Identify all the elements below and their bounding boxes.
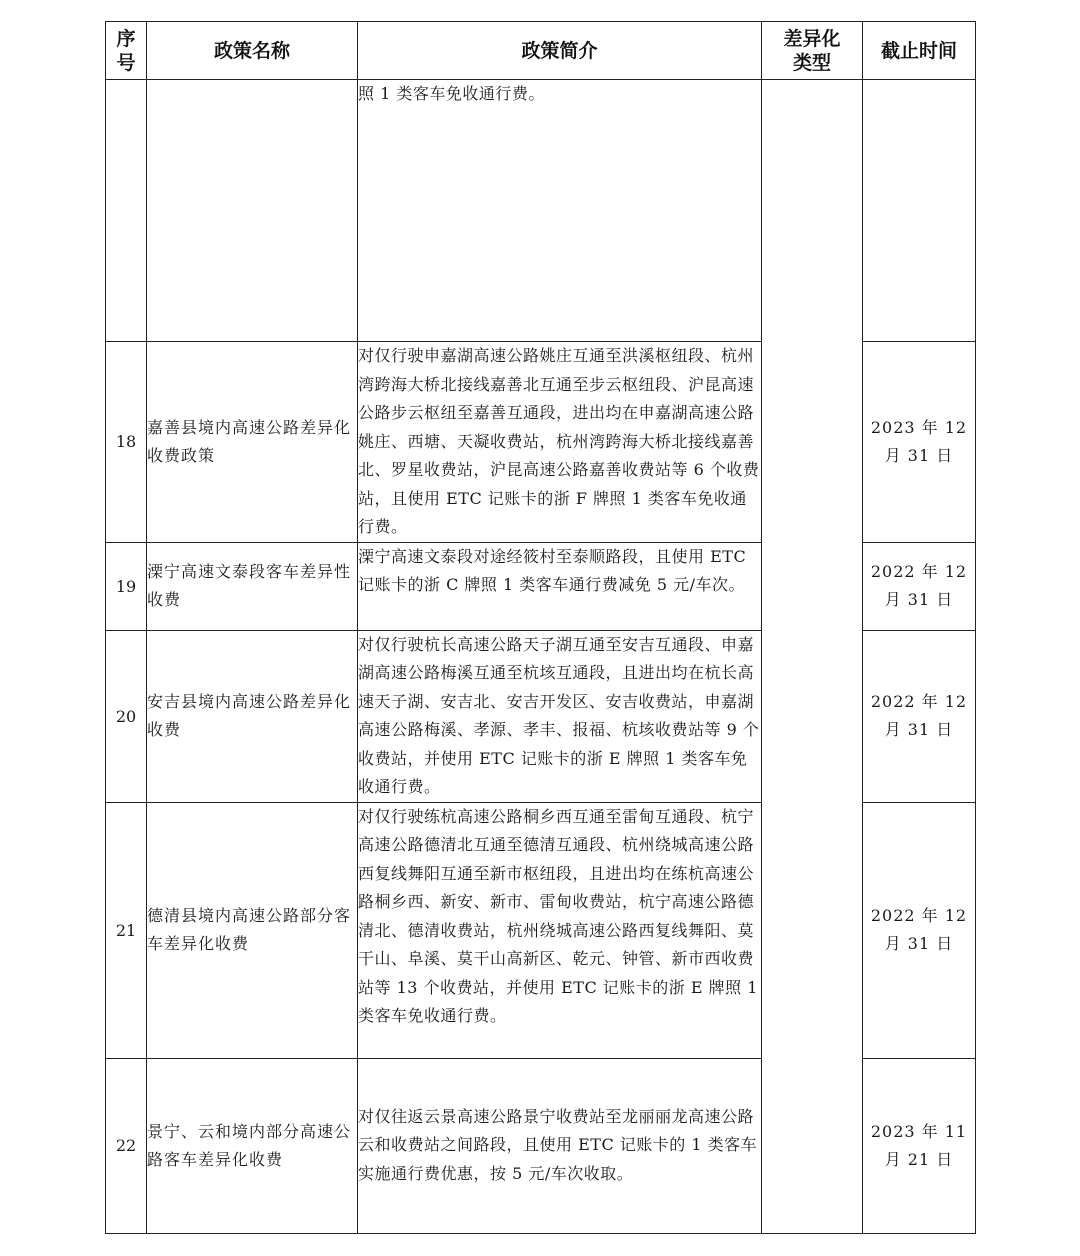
table-row <box>106 80 976 342</box>
row-deadline <box>863 342 976 543</box>
row-deadline <box>863 802 976 1058</box>
row-seq: 21 <box>106 802 147 1058</box>
row-policy-intro: 对仅行驶杭长高速公路天子湖互通至安吉互通段、申嘉湖高速公路梅溪互通至杭垓互通段，且进出均在杭长高速天子湖、安吉北、安吉开发区、安吉收费站，申嘉湖高速公路梅溪、孝源、孝丰、报福、杭垓收费站等 9 个收费站，并使用 ETC 记账卡的浙 E 牌照 1 类客车免收通行费。 <box>358 630 762 802</box>
row-deadline <box>863 80 976 342</box>
header-type: 差异化类型 <box>762 22 863 80</box>
deadline-line-1: 2022 年 12 <box>870 692 968 711</box>
row-seq: 18 <box>106 342 147 543</box>
deadline-line-2: 月 31 日 <box>884 720 954 739</box>
row-policy-name: 嘉善县境内高速公路差异化收费政策 <box>147 342 358 543</box>
deadline-line-2: 月 31 日 <box>884 445 954 465</box>
row-policy-intro: 对仅行驶练杭高速公路桐乡西互通至雷甸互通段、杭宁高速公路德清北互通至德清互通段、杭州绕城高速公路西复线舞阳互通至新市枢纽段，且进出均在练杭高速公路桐乡西、新安、新市、雷甸收费站，杭宁高速公路德清北、德清收费站，杭州绕城高速公路西复线舞阳、莫干山、阜溪、莫干山高新区、乾元、钟管、新市西收费站等 13 个收费站，并使用 ETC 记账卡的浙 E 牌照 1 类客车免收通行费。 <box>358 802 762 1058</box>
differentiation-type-cell <box>762 80 863 1234</box>
deadline-line-2: 月 31 日 <box>884 934 954 953</box>
row-policy-name: 溧宁高速文泰段客车差异性收费 <box>147 542 358 630</box>
row-seq: 19 <box>106 542 147 630</box>
row-policy-name: 德清县境内高速公路部分客车差异化收费 <box>147 802 358 1058</box>
row-policy-intro: 对仅行驶申嘉湖高速公路姚庄互通至洪溪枢纽段、杭州湾跨海大桥北接线嘉善北互通至步云枢纽段、沪昆高速公路步云枢纽至嘉善互通段，进出均在申嘉湖高速公路姚庄、西塘、天凝收费站，杭州湾跨海大桥北接线嘉善北、罗星收费站，沪昆高速公路嘉善收费站等 6 个收费站，且使用 ETC 记账卡的浙 F 牌照 1 类客车免收通行费。 <box>358 342 762 543</box>
row-policy-name: 安吉县境内高速公路差异化收费 <box>147 630 358 802</box>
deadline-line-1: 2023 年 12 <box>870 417 968 437</box>
row-policy-name <box>147 80 358 342</box>
header-deadline: 截止时间 <box>863 22 976 80</box>
row-deadline <box>863 630 976 802</box>
row-deadline <box>863 1058 976 1233</box>
row-policy-intro: 对仅往返云景高速公路景宁收费站至龙丽丽龙高速公路云和收费站之间路段，且使用 ETC 记账卡的 1 类客车实施通行费优惠，按 5 元/车次收取。 <box>358 1058 762 1233</box>
deadline-line-2: 月 21 日 <box>884 1149 954 1169</box>
deadline-line-1: 2023 年 11 <box>870 1121 968 1141</box>
table-header-row <box>106 22 976 80</box>
row-seq: 20 <box>106 630 147 802</box>
deadline-line-1: 2022 年 12 <box>870 906 968 925</box>
row-deadline <box>863 542 976 630</box>
header-name: 政策名称 <box>147 22 358 80</box>
row-policy-intro: 照 1 类客车免收通行费。 <box>358 80 762 342</box>
row-seq: 22 <box>106 1058 147 1233</box>
header-seq: 序号 <box>106 22 147 80</box>
policy-table <box>105 21 976 1234</box>
row-seq <box>106 80 147 342</box>
header-intro: 政策简介 <box>358 22 762 80</box>
row-policy-name: 景宁、云和境内部分高速公路客车差异化收费 <box>147 1058 358 1233</box>
deadline-line-1: 2022 年 12 <box>870 562 968 581</box>
row-policy-intro: 溧宁高速文泰段对途经筱村至泰顺路段，且使用 ETC 记账卡的浙 C 牌照 1 类客车通行费减免 5 元/车次。 <box>358 542 762 630</box>
deadline-line-2: 月 31 日 <box>884 590 954 609</box>
